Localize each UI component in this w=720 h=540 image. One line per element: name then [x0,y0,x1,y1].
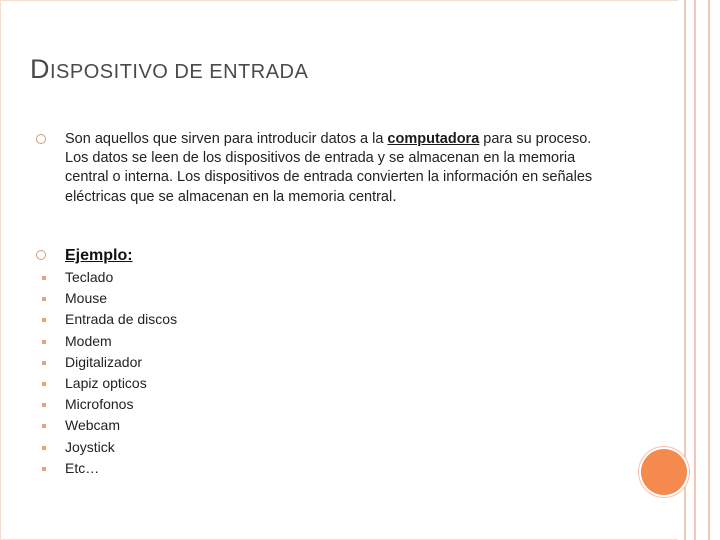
definition-bullet [36,130,616,207]
definition-text [65,130,616,207]
example-heading: Ejemplo: [65,247,133,264]
device-name: Digitalizador [65,353,143,370]
list-item [42,352,177,373]
device-name: Joystick [65,438,115,455]
device-list [42,267,177,479]
device-name: Etc… [65,459,100,476]
list-item [42,309,177,330]
decorative-side-band [678,0,720,540]
square-bullet-icon [42,276,46,280]
device-name: Mouse [65,290,108,307]
square-bullet-icon [42,446,46,450]
circle-bullet-icon [36,134,46,144]
square-bullet-icon [42,403,46,407]
device-name: Entrada de discos [65,311,178,328]
slide-title [30,54,308,85]
list-item [42,373,177,394]
square-bullet-icon [42,467,46,471]
list-item [42,288,177,309]
example-bullet [36,246,616,266]
device-name: Lapiz opticos [65,374,147,391]
list-item [42,331,177,352]
device-name: Webcam [65,417,120,434]
device-name: Microfonos [65,396,134,413]
list-item [42,267,177,288]
square-bullet-icon [42,340,46,344]
computadora-link[interactable]: computadora [387,131,480,147]
device-name: Modem [65,332,112,349]
list-item [42,415,177,436]
square-bullet-icon [42,424,46,428]
definition-text-before-link: Son aquellos que sirven para introducir datos a la [65,131,388,147]
title-first-letter: D [30,54,50,84]
circle-bullet-icon [36,250,46,260]
square-bullet-icon [42,382,46,386]
list-item [42,437,177,458]
device-name: Teclado [65,269,114,285]
decorative-orange-circle [641,449,687,495]
list-item [42,394,177,415]
list-item [42,458,177,479]
definition-text-after-link: para su proceso. Los datos se leen de los dispositivos de entrada y se almacenan en la memoria central o interna. Los dispositivos de entrada convierten la información en señales eléctricas que se almacenan en la memoria central [65,131,593,205]
title-rest: ISPOSITIVO DE ENTRADA [50,61,309,83]
square-bullet-icon [42,297,46,301]
square-bullet-icon [42,318,46,322]
square-bullet-icon [42,361,46,365]
definition-final-period: . [392,188,397,205]
